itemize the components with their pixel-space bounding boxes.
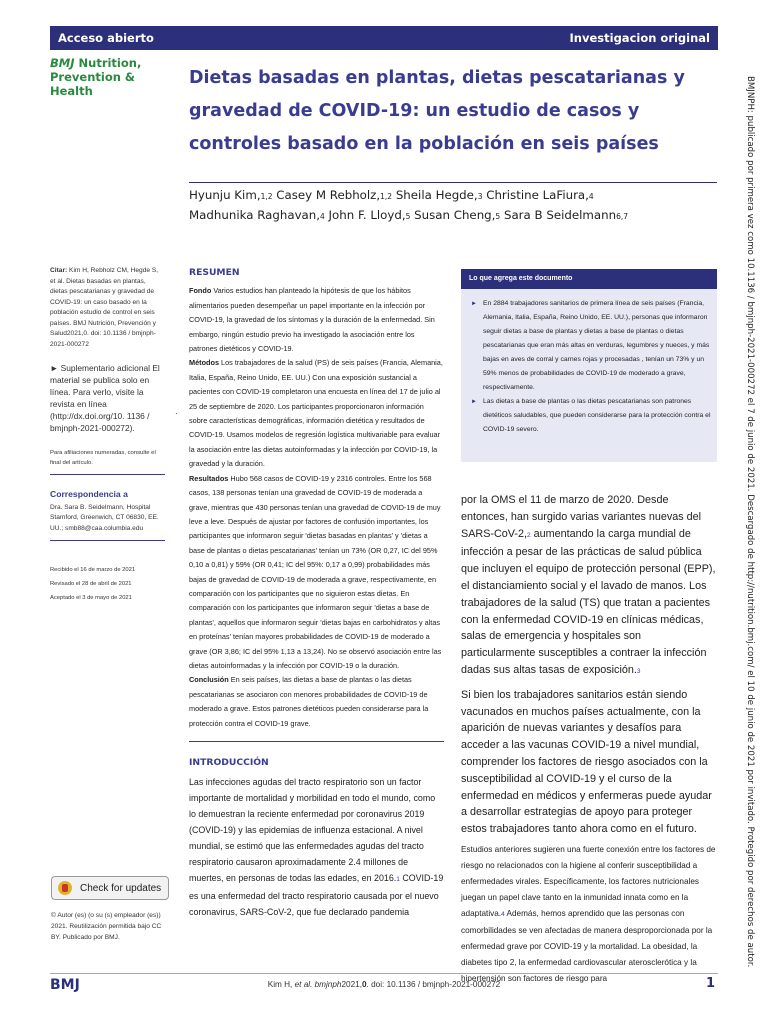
supplementary-note[interactable]: ► Suplementario adicional El material se publica solo en línea. Para verlo, visite la revista en línea (http://dx.doi.org/10. 1136 / bmjnph-2021-000272). [50,363,160,433]
introduction-text: Las infecciones agudas del tracto respiratorio son un factor importante de mortalidad y morbilidad en todo el mundo, como lo demuestran la reciente enfermedad por coronavirus 2019 (COVID-19) y las epidemias de influenza estacional. A nivel mundial, se estimó que las enfermedades agudas del tracto respiratorio causaron aproximadamente 2.4 millones de muertes, en personas de todas las edades, en 2016.1 COVID-19 es una enfermedad del tracto respiratorio causada por el nuevo coronavirus, SARS-CoV-2, que fue declarado pandemia [189,777,444,918]
author[interactable]: Sheila Hegde,3 [395,188,483,202]
download-note[interactable]: BMJNPH: publicado por primera vez como 10.1136 / bmjnph-2021-000272 el 7 de junio de 2021. Descargado de http://nutrition.bmj.com/ el 10 de junio de 2021 por invitado. Protegido por derechos de autor. [745,76,755,968]
author[interactable]: Hyunju Kim,1,2 [189,188,273,202]
journal-logo-line2: Prevention & Health [50,70,135,98]
affiliations-note: Para afiliaciones numeradas, consulte el final del artículo. [50,450,156,466]
abstract-column [189,266,444,920]
download-note-strip [738,76,760,968]
author[interactable]: John F. Lloyd,5 [328,208,411,222]
author[interactable]: Madhunika Raghavan,4 [189,208,325,222]
journal-logo-line1: Nutrition, [74,56,142,70]
author[interactable]: Christine LaFiura,4 [486,188,594,202]
bmj-footer-logo[interactable]: BMJ [50,977,80,993]
abstract-heading: RESUMEN [189,267,240,278]
cite-label: Citar: [50,267,68,274]
author[interactable]: Casey M Rebholz,1,2 [276,188,393,202]
footer-divider [50,973,718,974]
abstract-divider [189,741,444,742]
reference-link[interactable]: 3 [636,667,641,675]
abstract-background: Fondo Varios estudios han planteado la hipótesis de que los hábitos alimentarios pueden desempeñar un papel importante en la infección por COVID-19, la gravedad de los síntomas y la duración de la enfermedad. Sin embargo, ningún estudio previo ha investigado la asociación entre los patrones dietéticos y COVID-19. [189,286,435,354]
article-sidebar [50,266,165,605]
reference-link[interactable]: 4 [501,910,505,918]
abstract-results: Resultados Hubo 568 casos de COVID-19 y 2316 controles. Entre los 568 casos, 138 personas tenían una gravedad de COVID-19 de moderada a grave, mientras que 430 personas tenían una gravedad de COVID-19 de muy leve a leve. Después de ajustar por factores de confusión importantes, los participantes que informaron seguir 'dietas basadas en plantas' y 'dietas a base de plantas o dietas pescatarianas' tenían un 73% (OR 0,27, IC del 95% 0,10 a 0,81) y 59% (OR 0,41; IC del 95%: 0,17 a 0,99) probabilidades más bajas de gravedad de COVID-19 de moderada a grave, respectivamente, en comparación con los participantes que no siguieron estas dietas. En comparación con los participantes que informaron seguir 'dietas a base de plantas', aquellos que informaron seguir 'dietas bajas en carbohidratos y altas en proteínas' tenían mayores probabilidades de COVID-19 de moderado a grave (OR 3,86; IC del 95% 1,13 a 13,24). No se observó asociación entre las dietas autoinformadas y la infección por COVID-19 o la duración. [189,473,442,670]
paragraph: Si bien los trabajadores sanitarios están siendo vacunados en muchos países actualmente, con la aparición de nuevas variantes y desafíos para acceder a las vacunas COVID-19 a nivel mundial, comprender los factores de riesgo asociados con la susceptibilidad al COVID-19 y el curso de la enfermedad en médicos y enfermeras puede ayudar a desarrollar estrategias de apoyo para proteger estos trabajadores tanto ahora como en el futuro. [461,688,712,836]
correspondence-body[interactable]: Dra. Sara B. Seidelmann, Hospital Stamford, Greenwich, CT 06830, EE. UU.; smb88@caa.columbia.edu [50,503,159,532]
journal-logo-prefix: BMJ [50,56,75,70]
article-type-label: Investigacion original [569,31,710,45]
abstract-methods: Métodos Los trabajadores de la salud (PS) de seis países (Francia, Alemania, Italia, España, Reino Unido, EE. UU.) Con una exposición sustancial a pacientes con COVID-19 completaron una encuesta en línea del 17 de julio al 25 de septiembre de 2020. Los participantes proporcionaron información sobre características demográficas, información dietética y resultados de COVID-19. Usamos modelos de regresión logística multivariable para evaluar la asociación entre las dietas autoinformadas y la infección por COVID-19, la gravedad y la duración. [189,358,443,469]
paragraph: Estudios anteriores sugieren una fuerte conexión entre los factores de riesgo no relacionados con la higiene al conferir susceptibilidad a enfermedades virales. Específicamente, los factores nutricionales juegan un papel clave tanto en la inmunidad innata como en la adaptativa.4 Además, hemos aprendido que las personas con comorbilidades se ven afectadas de manera desproporcionada por la enfermedad grave por COVID-19 y la mortalidad. La obesidad, la diabetes tipo 2, la enfermedad cardiovascular aterosclerótica y la hipertensión son factores de riesgo para [461,844,716,983]
reference-link[interactable]: 2 [527,531,531,539]
history-dates [50,563,165,605]
list-item: ► En 2884 trabajadores sanitarios de primera línea de seis países (Francia, Alemania, Italia, España, Reino Unido, EE. UU.), personas que informaron seguir dietas a base de plantas y dietas a base de plantas o dietas pescatarianas que eran más altas en verduras, legumbres y nueces, y más bajas en aves de corral y carnes rojas y procesadas , tenían un 73% y un 59% menos de probabilidades de COVID-19 de moderado a grave, respectivamente. [471,297,711,395]
sidebar-divider [50,474,165,475]
date-accepted: Aceptado el 3 de mayo de 2021 [50,595,132,601]
journal-logo[interactable] [50,56,180,98]
header-bar [50,26,718,50]
paragraph: por la OMS el 11 de marzo de 2020. Desde entonces, han surgido varias variantes nuevas del SARS-CoV-2,2 aumentando la carga mundial de infección a pesar de las prácticas de salud pública que incluyen el equipo de protección personal (EPP), el distanciamiento social y el lavado de manos. Los trabajadores de la salud (TS) que tratan a pacientes con la enfermedad COVID-19 en clínicas médicas, salas de emergencia y hospitales son particularmente susceptibles a contraer la infección dadas sus altas tasas de exposición.3 [461,494,716,676]
cite-text: Kim H, Rebholz CM, Hegde S, et al. Dietas basadas en plantas, dietas pescatarianas y gravedad de COVID-19: un caso basado en la población estudio de control en seis países. BMJ Nutrición, Prevención y Salud2021,0. doi: 10.1136 / bmjnph-2021-000272 [50,267,159,348]
introduction-heading: INTRODUCCIÓN [189,757,269,768]
date-received: Recibido el 16 de marzo de 2021 [50,567,136,573]
list-item: ► Las dietas a base de plantas o las dietas pescatarianas son patrones dietéticos saludables, que pueden considerarse para la protección contra el COVID-19 severo. [471,395,711,437]
bookmark-icon [58,881,72,895]
citation-block [50,266,165,350]
article-title: Dietas basadas en plantas, dietas pescatarianas y gravedad de COVID-19: un estudio de casos y controles basado en la población en seis países [189,68,685,154]
footer-citation: Kim H, et al. bmjnph2021,0. doi: 10.1136 / bmjnph-2021-000272 [267,980,501,989]
introduction-section [189,756,444,920]
body-column-right [461,492,717,987]
key-findings-list [461,289,717,437]
title-divider [189,182,717,183]
author-list [189,186,709,226]
reference-link[interactable]: 1 [396,876,400,884]
sidebar-divider [50,540,165,541]
key-findings-box [461,269,717,462]
date-revised: Revisado el 28 de abril de 2021 [50,581,132,587]
correspondence-title: Correspondencia a [50,489,128,499]
open-access-label: Acceso abierto [58,31,154,45]
license-note: © Autor (es) (o su (s) empleador (es)) 2021. Reutilización permitida bajo CC BY. Publicado por BMJ. [51,912,162,941]
check-updates-label: Check for updates [80,882,162,894]
author[interactable]: Sara B Seidelmann6,7 [503,208,629,222]
bullet-dot: . [175,406,178,417]
abstract-conclusion: Conclusión En seis países, las dietas a base de plantas o las dietas pescatarianas se asociaron con menores probabilidades de COVID-19 de moderado a grave. Estos patrones dietéticos pueden considerarse para la protección contra el COVID-19 grave. [189,675,429,728]
key-findings-heading: Lo que agrega este documento [461,269,717,289]
page-number: 1 [706,976,716,991]
check-updates-button[interactable] [51,876,169,900]
author[interactable]: Susan Cheng,5 [414,208,501,222]
